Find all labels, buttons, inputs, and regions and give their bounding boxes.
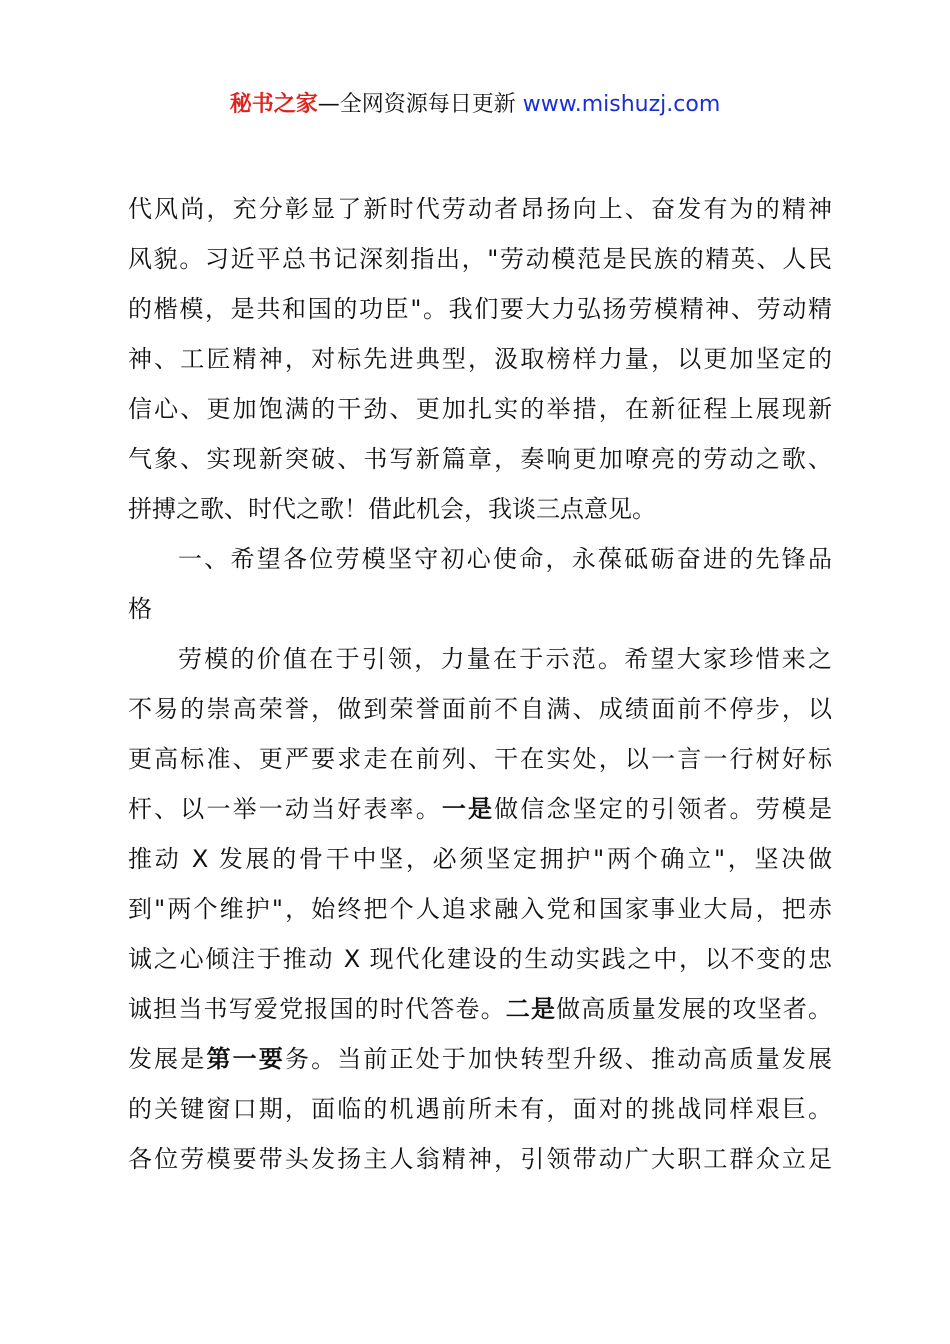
brand-name: 秘书之家 (229, 92, 318, 117)
text-line: 神、工匠精神，对标先进典型，汲取榜样力量，以更加坚定的 (128, 345, 832, 373)
text-line: 信心、更加饱满的干劲、更加扎实的举措，在新征程上展现新 (128, 395, 832, 423)
text-segment: 做高质量发展的攻坚者。 (556, 995, 833, 1023)
emphasis-first-priority: 第一要 (206, 1045, 285, 1073)
text-line: 风貌。习近平总书记深刻指出，"劳动模范是民族的精英、人民 (128, 245, 832, 273)
section-heading (128, 534, 832, 634)
paragraph (128, 184, 832, 534)
text-line (128, 1034, 832, 1084)
text-line: 推动 X 发展的骨干中坚，必须坚定拥护"两个确立"，坚决做 (128, 845, 832, 873)
text-segment: 务。当前正处于加快转型升级、推动高质量发展 (284, 1045, 833, 1073)
text-line (128, 784, 832, 834)
text-line: 诚之心倾注于推动 X 现代化建设的生动实践之中，以不变的忠 (128, 945, 832, 973)
heading-line: 格 (128, 595, 152, 623)
text-segment: 发展是 (128, 1045, 207, 1073)
text-line (128, 984, 832, 1034)
emphasis-two: 二是 (505, 995, 557, 1023)
paragraph (128, 634, 832, 1184)
text-line: 到"两个维护"，始终把个人追求融入党和国家事业大局，把赤 (128, 895, 832, 923)
site-url-link[interactable]: www.mishuzj.com (522, 92, 721, 117)
text-line: 的楷模，是共和国的功臣"。我们要大力弘扬劳模精神、劳动精 (128, 295, 832, 323)
heading-line: 一、希望各位劳模坚守初心使命，永葆砥砺奋进的先锋品 (178, 545, 832, 573)
text-line: 更高标准、更严要求走在前列、干在实处，以一言一行树好标 (128, 745, 832, 773)
text-line: 各位劳模要带头发扬主人翁精神，引领带动广大职工群众立足 (128, 1145, 832, 1173)
emphasis-one: 一是 (441, 795, 495, 823)
header-slogan: —全网资源每日更新 (317, 92, 516, 117)
text-line: 代风尚，充分彰显了新时代劳动者昂扬向上、奋发有为的精神 (128, 195, 832, 223)
document-body (128, 184, 832, 1184)
text-segment: 做信念坚定的引领者。劳模是 (494, 795, 833, 823)
text-line: 不易的崇高荣誉，做到荣誉面前不自满、成绩面前不停步，以 (128, 695, 832, 723)
text-segment: 诚担当书写爱党报国的时代答卷。 (128, 995, 506, 1023)
text-line: 的关键窗口期，面临的机遇前所未有，面对的挑战同样艰巨。 (128, 1095, 832, 1123)
text-segment: 杆、以一举一动当好表率。 (128, 795, 442, 823)
text-line: 气象、实现新突破、书写新篇章，奏响更加嘹亮的劳动之歌、 (128, 445, 832, 473)
text-line: 劳模的价值在于引领，力量在于示范。希望大家珍惜来之 (178, 645, 832, 673)
site-header (0, 88, 950, 122)
text-line: 拼搏之歌、时代之歌！借此机会，我谈三点意见。 (128, 495, 656, 523)
